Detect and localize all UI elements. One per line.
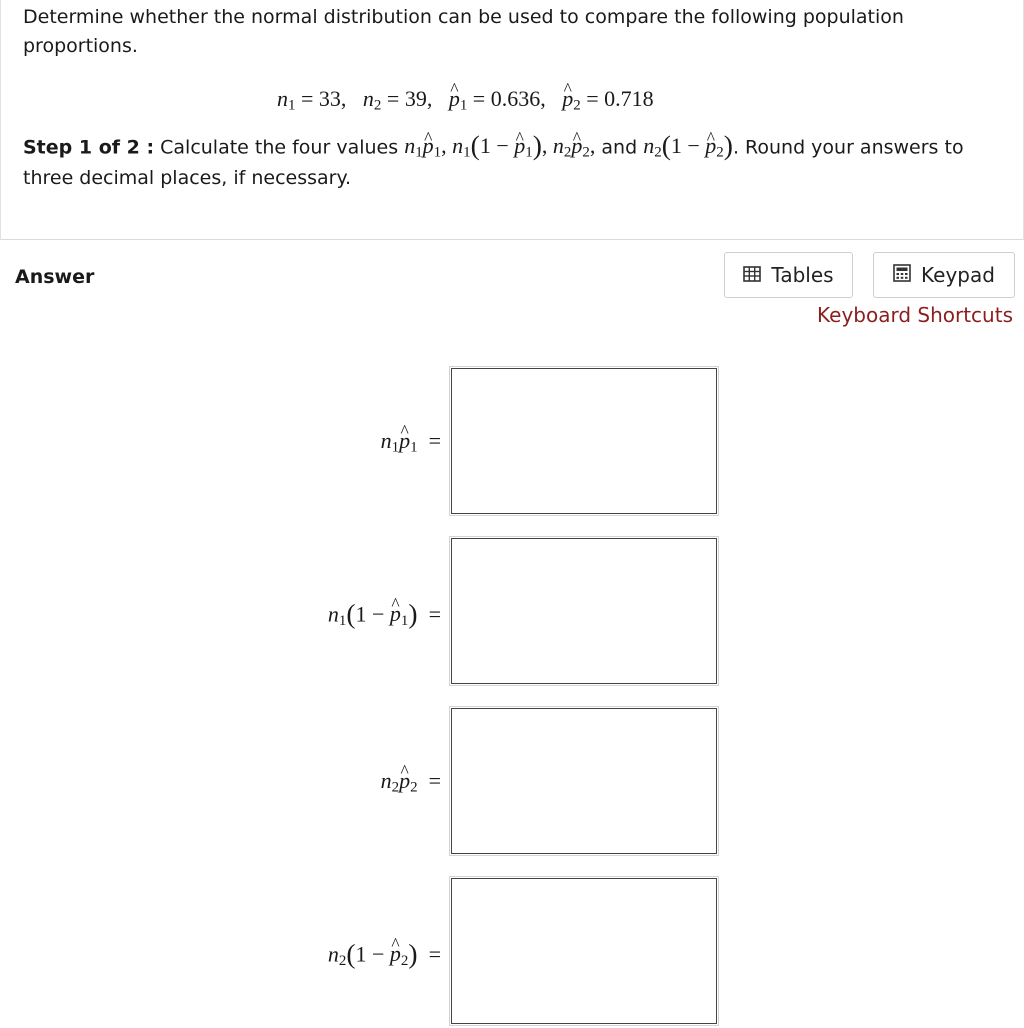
answer-input-n2q2[interactable] [451, 878, 717, 1024]
answer-label-n2q2: $n_2(1$ − ^ $p_2$) = [328, 938, 441, 970]
answer-label-n1q1: $n_1(1$ − ^ $p_1$) = [328, 598, 441, 630]
answer-title: Answer [15, 266, 95, 288]
question-text: Determine whether the normal distribution can be used to compare the following population proportions. [23, 6, 904, 57]
answer-label-n2p2: $n_2\^{}$ $p_2$ = [381, 768, 441, 794]
step-label: Step 1 of 2 : [23, 136, 155, 159]
answer-input-n2p2[interactable] [451, 708, 717, 854]
tables-label: Tables [771, 263, 834, 287]
step-instructions: Step 1 of 2 : Calculate the four values $n_1\^{}$ $p_1$, $n_1(1$ − ^ $p_1$), $n_2\^{}$ $p_2$, and $n_2(1$ − ^ $p_2$). Round your answers to three decimal places, if necessary. [23, 130, 998, 194]
answer-row [0, 878, 1024, 1028]
answer-label-n1p1: $n_1\^{}$ $p_1$ = [381, 428, 441, 454]
tables-button[interactable] [724, 252, 853, 298]
step-text-and: and [601, 136, 638, 159]
answer-row [0, 538, 1024, 688]
answer-section [0, 240, 1024, 969]
answer-row [0, 368, 1024, 518]
keypad-label: Keypad [921, 263, 995, 287]
answer-row [0, 708, 1024, 858]
calculator-icon [893, 263, 911, 287]
p2-value: 0.718 [604, 86, 654, 111]
keyboard-shortcuts-link[interactable]: Keyboard Shortcuts [817, 303, 1013, 327]
given-values: $n_1 = 33$, $n_2 = 39$, ^ $p_1 = 0.636$, ^ $p_2 = 0.718$ [277, 86, 654, 112]
p1-value: 0.636, [490, 86, 546, 111]
step-text-after: . Round your answers to three decimal places, if necessary. [23, 136, 964, 190]
keypad-button[interactable] [873, 252, 1015, 298]
answer-input-n1p1[interactable] [451, 368, 717, 514]
answer-input-n1q1[interactable] [451, 538, 717, 684]
table-icon [743, 263, 761, 287]
n2-value: 39, [404, 86, 433, 111]
step-text-before: Calculate the four values [160, 136, 399, 159]
question-panel [0, 0, 1024, 240]
n1-value: 33, [318, 86, 347, 111]
